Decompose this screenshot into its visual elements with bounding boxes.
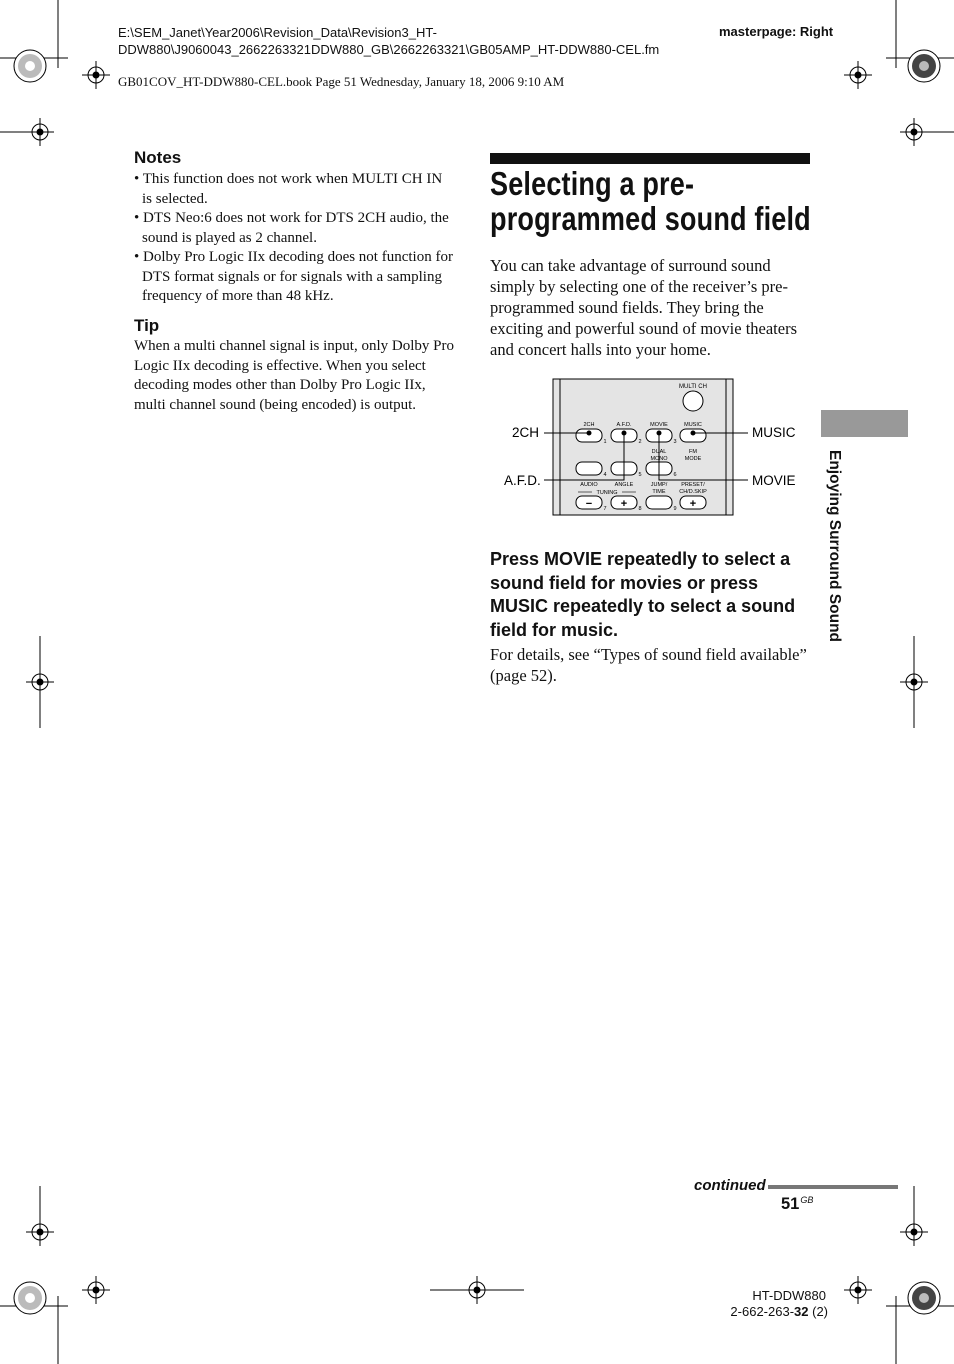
notes-heading: Notes [134, 148, 182, 167]
jump-label: JUMP/ [650, 482, 668, 488]
tuning-label: TUNING [596, 490, 618, 496]
model-number: HT-DDW880 [752, 1288, 826, 1303]
multi-ch-label: MULTI CH [679, 384, 707, 390]
2ch-label: 2CH [583, 422, 595, 428]
header-masterpage: masterpage: Right [719, 24, 834, 39]
notes-list [134, 170, 454, 307]
section-title: Selecting a pre- programmed sound field [490, 165, 811, 237]
step-detail: For details, see “Types of sound field available” (page 52). [490, 645, 807, 685]
header-file-path: E:\SEM_Janet\Year2006\Revision_Data\Revision3_HT-DDW880\J9060043_2662263321DDW880_GB\2662263321\GB05AMP_HT-DDW880-CEL.fm [118, 25, 660, 57]
svg-text:5: 5 [638, 472, 642, 478]
svg-text:7: 7 [603, 506, 607, 512]
svg-text:4: 4 [603, 472, 607, 478]
button-8 [646, 496, 672, 509]
fm-label: FM [689, 449, 697, 455]
minus-glyph: − [585, 498, 593, 510]
dual-label: DUAL [651, 449, 667, 455]
mode-label: MODE [684, 456, 702, 462]
list-item: • DTS Neo:6 does not work for DTS 2CH audio, the sound is played as 2 channel. [134, 210, 449, 246]
callout-afd: A.F.D. [504, 473, 541, 488]
svg-text:6: 6 [673, 472, 677, 478]
svg-text:2: 2 [638, 439, 642, 445]
svg-text:9: 9 [673, 506, 677, 512]
svg-text:1: 1 [603, 439, 607, 445]
afd-label: A.F.D. [616, 422, 632, 428]
plus-glyph-2: + [689, 498, 697, 510]
multi-ch-button [683, 391, 703, 411]
plus-glyph: + [620, 498, 628, 510]
audio-label: AUDIO [580, 482, 598, 488]
time-label: TIME [652, 489, 666, 495]
callout-2ch: 2CH [512, 425, 540, 440]
list-item: • This function does not work when MULTI CH IN is selected. [134, 171, 443, 207]
tip-heading: Tip [134, 316, 160, 335]
svg-text:3: 3 [673, 439, 677, 445]
part-code: 2-662-263-32 (2) [730, 1304, 828, 1319]
callout-music: MUSIC [752, 425, 796, 440]
button-4 [576, 462, 602, 475]
page-number: $51^{GB}$ [781, 1195, 814, 1213]
step-instruction: Press MOVIE repeatedly to select a sound field for movies or press MUSIC repeatedly to select a sound field for music. [490, 549, 796, 640]
header-book-info: GB01COV_HT-DDW880-CEL.book Page 51 Wednesday, January 18, 2006 9:10 AM [118, 74, 565, 89]
list-item: • Dolby Pro Logic IIx decoding does not function for DTS format signals or for signals with a sampling frequency of more than 48 kHz. [134, 249, 453, 304]
preset-label: PRESET/ [681, 482, 705, 488]
mono-label: MONO [650, 456, 668, 462]
section-rule [490, 153, 810, 164]
svg-text:8: 8 [638, 506, 642, 512]
tip-text: When a multi channel signal is input, only Dolby Pro Logic IIx decoding is effective. When you select decoding modes other than Dolby Pro Logic IIx, multi channel sound (being encoded) is output. [134, 338, 454, 413]
continued-rule [768, 1185, 898, 1189]
side-tab-marker [821, 410, 908, 437]
ch-skip-label: CH/D.SKIP [679, 489, 707, 495]
music-label: MUSIC [684, 422, 702, 428]
angle-label: ANGLE [614, 482, 634, 488]
movie-label: MOVIE [650, 422, 668, 428]
side-tab-label: Enjoying Surround Sound [826, 450, 843, 643]
continued-label: continued [694, 1177, 766, 1194]
remote-illustration [500, 376, 810, 522]
callout-movie: MOVIE [752, 473, 796, 488]
section-intro: You can take advantage of surround sound simply by selecting one of the receiver’s pre-programmed sound fields. They bring the exciting and powerful sound of movie theaters and concert halls into your home. [490, 256, 797, 359]
